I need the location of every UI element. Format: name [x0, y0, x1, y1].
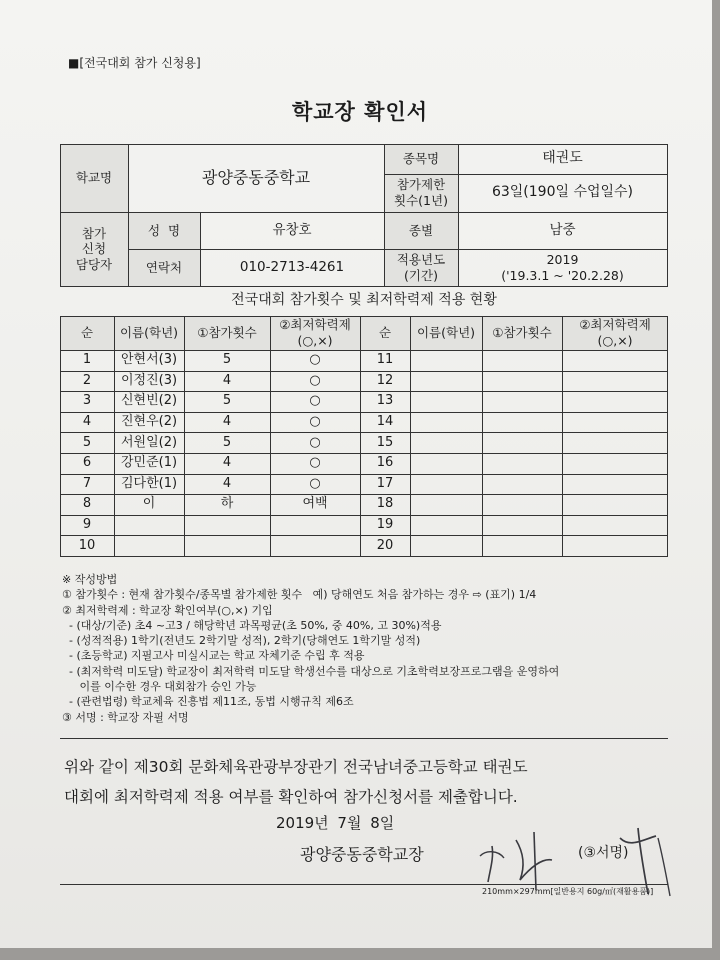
row-number-right: 16	[376, 455, 394, 471]
min-academic-mark: 여백	[302, 496, 328, 512]
header-min-score: ②최저학력제	[279, 317, 351, 333]
event-value: 태권도	[542, 150, 583, 167]
document-title: 학교장 확인서	[291, 100, 429, 124]
student-name	[114, 515, 184, 536]
min-academic-mark: ○	[309, 413, 321, 429]
header-min-mark-right: (○,×)	[597, 333, 633, 348]
min-academic-mark: ○	[309, 475, 321, 491]
limit-label-sub: 횟수(1년)	[394, 193, 448, 208]
participation-count	[184, 515, 270, 536]
row-number-right: 14	[376, 413, 394, 429]
year-label: 적용년도	[396, 251, 446, 267]
division-label: 종별	[408, 222, 434, 238]
row-number: 3	[82, 393, 92, 409]
table-column-divider	[562, 316, 563, 556]
contact-label: 참가	[81, 225, 107, 241]
instruction-line: - (초등학교) 지필고사 미실시교는 학교 자체기준 수립 후 적용	[62, 649, 365, 663]
min-academic-mark: ○	[309, 372, 321, 388]
participation-count: 4	[222, 413, 232, 429]
row-number-right: 13	[376, 393, 394, 409]
student-name: 강민준(1)	[120, 455, 178, 471]
header-count: ①참가횟수	[197, 325, 257, 341]
instruction-line: ① 참가횟수 : 현재 참가횟수/종목별 참가제한 횟수 예) 당해연도 처음 참가하는 경우 ⇨ (표기) 1/4	[62, 588, 537, 602]
submission-date: 2019년 7월 8일	[276, 814, 395, 832]
year-label-sub: (기간)	[404, 267, 438, 283]
writing-instructions	[62, 572, 682, 725]
row-number-right: 11	[376, 352, 394, 368]
header-min-score-right: ②최저학력제	[579, 317, 651, 333]
table-column-divider	[410, 316, 411, 556]
participation-count: 4	[222, 455, 232, 471]
student-name: 이정진(3)	[120, 372, 178, 388]
header-no-right: 순	[378, 325, 392, 341]
min-academic-mark: ○	[309, 455, 321, 471]
participation-count: 5	[222, 434, 232, 450]
table-column-divider	[482, 316, 483, 556]
instruction-line: - (대상/기준) 초4 ~고3 / 해당학년 과목평균(초 50%, 중 40%, 고 30%)적용	[62, 618, 442, 632]
participation-count: 5	[222, 393, 232, 409]
table-row-divider	[60, 556, 668, 557]
row-number: 2	[82, 372, 92, 388]
instruction-line: ※ 작성방법	[62, 573, 118, 586]
header-name-right: 이름(학년)	[416, 325, 476, 341]
participation-count: 4	[222, 372, 232, 388]
row-number: 5	[82, 434, 92, 450]
division-value: 남중	[549, 222, 576, 239]
row-number: 7	[82, 475, 92, 491]
contact-phone-label: 연락처	[145, 259, 183, 275]
contact-label-2: 신청	[81, 241, 107, 257]
row-number: 1	[82, 352, 92, 368]
student-name	[114, 535, 184, 556]
principal-title: 광양중동중학교장	[300, 845, 424, 864]
header-name: 이름(학년)	[119, 325, 179, 341]
participation-count: 5	[222, 352, 232, 368]
contact-phone-value: 010-2713-4261	[239, 259, 345, 276]
contact-label-3: 담당자	[75, 256, 113, 272]
declaration-line-2: 대회에 최저학력제 적용 여부를 확인하여 참가신청서를 제출합니다.	[64, 788, 518, 806]
student-name: 안현서(3)	[120, 352, 178, 368]
instruction-line: ③ 서명 : 학교장 자필 서명	[62, 710, 189, 724]
min-academic-mark: ○	[309, 393, 321, 409]
instruction-line: - (최저학력 미도달) 학교장이 최저학력 미도달 학생선수를 대상으로 기초학력보장프로그램을 운영하여	[62, 664, 560, 678]
header-no: 순	[80, 325, 94, 341]
min-academic-mark: ○	[309, 434, 321, 450]
student-name: 이	[142, 496, 156, 512]
school-name-label: 학교명	[75, 170, 113, 186]
row-number-right: 12	[376, 372, 394, 388]
event-label: 종목명	[402, 151, 440, 167]
min-academic-mark	[270, 515, 360, 536]
school-name-value: 광양중동중학교	[201, 168, 311, 187]
contact-name-label: 성 명	[147, 222, 181, 238]
limit-value: 63일(190일 수업일수)	[491, 184, 634, 201]
declaration	[64, 752, 704, 812]
row-number: 6	[82, 455, 92, 471]
student-name: 진현우(2)	[120, 413, 178, 429]
declaration-line-1: 위와 같이 제30회 문화체육관광부장관기 전국남녀중고등학교 태권도	[64, 758, 528, 776]
student-name: 김다한(1)	[120, 475, 178, 491]
limit-label: 참가제한	[396, 177, 446, 193]
row-number: 4	[82, 413, 92, 429]
min-academic-mark: ○	[309, 352, 321, 368]
header-min-mark: (○,×)	[297, 333, 333, 348]
participation-count	[184, 535, 270, 556]
row-number-right: 17	[376, 475, 394, 491]
row-number-right: 19	[376, 516, 394, 532]
year-period: ('19.3.1 ~ '20.2.28)	[501, 267, 624, 283]
row-number-right: 20	[376, 537, 394, 553]
table-column-divider	[667, 316, 668, 556]
year-value: 2019	[546, 251, 579, 267]
row-number-right: 18	[376, 496, 394, 512]
participation-count: 하	[220, 496, 234, 512]
student-name: 신현빈(2)	[120, 393, 178, 409]
form-type-tag: ■[전국대회 참가 신청용]	[68, 56, 201, 70]
header-count-right: ①참가횟수	[492, 325, 552, 341]
row-number: 8	[82, 496, 92, 512]
student-name: 서원일(2)	[120, 434, 178, 450]
instruction-line: 이를 이수한 경우 대회참가 승인 가능	[62, 680, 257, 694]
row-number-right: 15	[376, 434, 394, 450]
signature-placeholder: (③서명)	[578, 845, 629, 861]
row-number: 9	[82, 516, 92, 532]
paper-spec-footer: 210mm×297mm[일반용지 60g/㎡(재활용품)]	[482, 887, 654, 896]
contact-name-value: 유창호	[272, 222, 312, 239]
row-number: 10	[78, 537, 96, 553]
min-academic-mark	[270, 535, 360, 556]
instruction-line: - (관련법령) 학교체육 진흥법 제11조, 동법 시행규칙 제6조	[62, 695, 354, 709]
participation-count: 4	[222, 475, 232, 491]
status-table-title: 전국대회 참가횟수 및 최저학력제 적용 현황	[231, 292, 497, 309]
instruction-line: ② 최저학력제 : 학교장 확인여부(○,×) 기입	[62, 603, 273, 617]
instruction-line: - (성적적용) 1학기(전년도 2학기말 성적), 2학기(당해연도 1학기말 성적)	[62, 634, 421, 648]
